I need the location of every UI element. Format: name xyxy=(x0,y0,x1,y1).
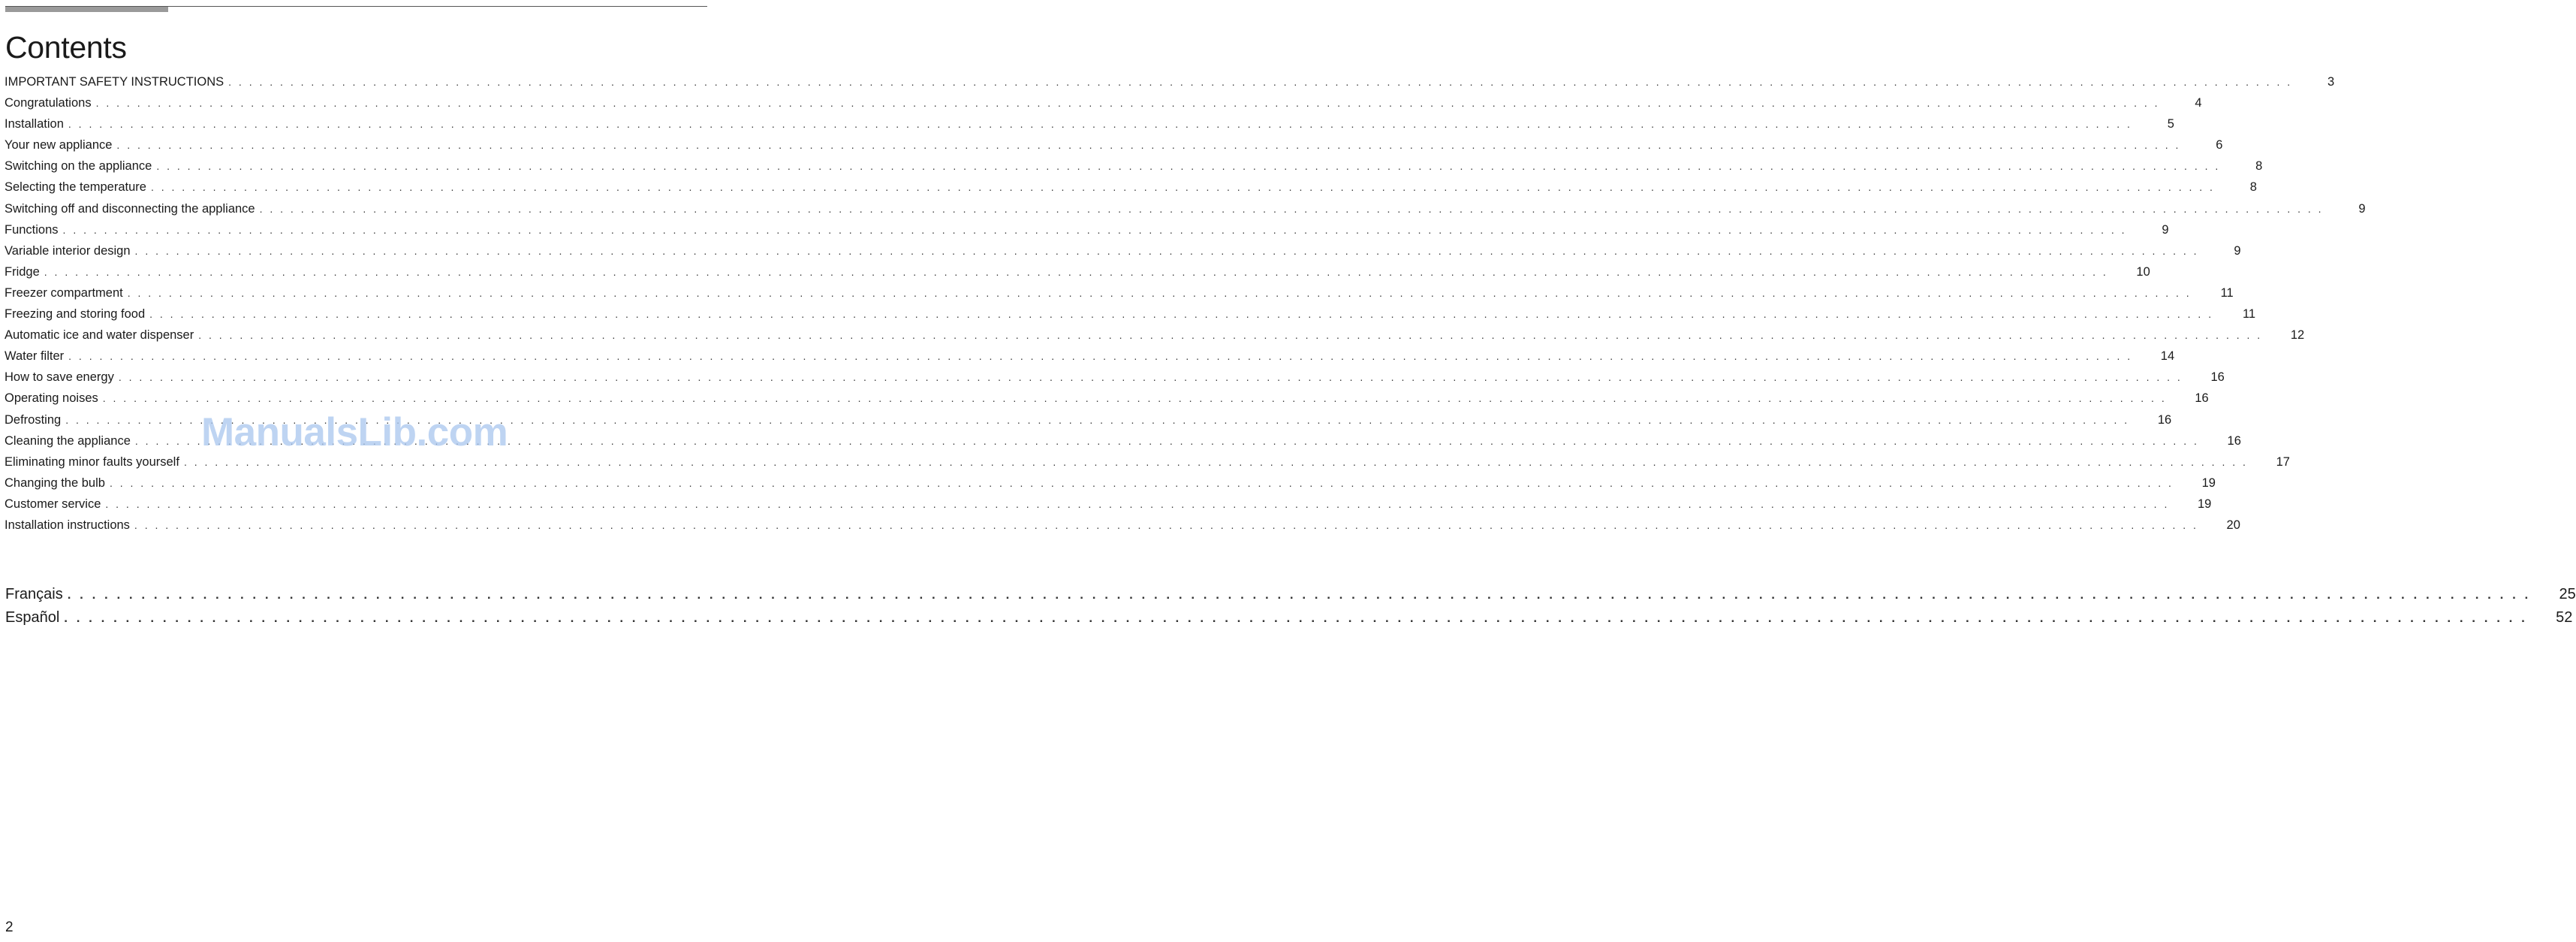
dot-leader: . . . . . . . . . . . . . . . . . . . . . . . . . . . . . . . . . . . . . . . . . . . . . . . . . . . . . . . . . . . . . . . . . . . . . . . . . . . . . . . . . . . . . . . . . . . . . . . . . . . . . . . . . . . . . . . . . . . . . . . . . . . . . . . . . . . . . . . . . . . . . . . . . . . . . . . . . . . . . . . . . . . . . . . . . . . . . . . . . . . . . . . . . . . . . . . . . . . . . . . . xyxy=(68,118,2132,131)
toc-entry-title: Español xyxy=(5,609,60,626)
toc-page-number: 11 xyxy=(2242,307,2256,322)
toc-entry-title: Your new appliance xyxy=(5,138,113,152)
watermark: ManualsLib.com xyxy=(201,410,508,454)
dot-leader: . . . . . . . . . . . . . . . . . . . . . . . . . . . . . . . . . . . . . . . . . . . . . . . . . . . . . . . . . . . . . . . . . . . . . . . . . . . . . . . . . . . . . . . . . . . . . . . . . . . . . . . . . . . . . . . . . . . . . . . . . . . . . . . . . . . . . . . . . . . . . . . . . . . . . . . . . . . . . . . . . . . . . . . . . . . . . . . . . . . . . . . . . . . . . . . . . . . . . . . . xyxy=(156,160,2221,173)
dot-leader: . . . . . . . . . . . . . . . . . . . . . . . . . . . . . . . . . . . . . . . . . . . . . . . . . . . . . . . . . . . . . . . . . . . . . . . . . . . . . . . . . . . . . . . . . . . . . . . . . . . . . . . . . . . . . . . . . . . . . . . . . . . . . . . . . . . . . . . . . . . . . . . . . . . . . . . . . . . . . . . . . . . . . . . . . . . . . . . . . . . . . . . . . . . . . . . . . . . . . . . . xyxy=(127,286,2192,299)
toc-page-number: 9 xyxy=(2234,243,2241,258)
toc-page-number: 12 xyxy=(2290,328,2305,343)
toc-page-number: 52 xyxy=(2556,609,2573,626)
toc-entry[interactable] xyxy=(5,159,2263,180)
toc-entry-title: Customer service xyxy=(5,497,101,511)
toc-entry[interactable] xyxy=(5,497,2212,518)
dot-leader: . . . . . . . . . . . . . . . . . . . . . . . . . . . . . . . . . . . . . . . . . . . . . . . . . . . . . . . . . . . . . . . . . . . . . . . . . . . . . . . . . . . . . . . . . . . . . . . . . . . . . . . . . . . . . . . . . . . . . . . . . . . . . . . . . . . . . . . . . . . . . . . . . . . . . . . . . . . . . . . . . . . . . . . . . . . . . . . . . . . . . . . . . . . . . . . . . . . . . . . . xyxy=(109,476,2174,489)
toc-page-number: 19 xyxy=(2201,476,2216,490)
toc-entry-title: Operating noises xyxy=(5,391,98,406)
dot-leader: . . . . . . . . . . . . . . . . . . . . . . . . . . . . . . . . . . . . . . . . . . . . . . . . . . . . . . . . . . . . . . . . . . . . . . . . . . . . . . . . . . . . . . . . . . . . . . . . . . . . . . . . . . . . . . . . . . . . . . . . . . . . . . . . . . . . . . . . . . . . . . . . . . . . . . . . . . . . . . . . . . . . . . . . . . . . . . . . . . . . . . . . . . . . . . . . . . . . . . . . xyxy=(259,202,2324,215)
toc-page-number: 25 xyxy=(2559,586,2576,602)
language-sections xyxy=(5,586,2576,633)
toc-entry-title: IMPORTANT SAFETY INSTRUCTIONS xyxy=(5,75,224,89)
header-tab-bar xyxy=(5,7,168,12)
toc-entry-title: Water filter xyxy=(5,349,65,364)
toc-entry[interactable] xyxy=(5,328,2305,349)
table-of-contents xyxy=(5,75,2366,539)
toc-entry[interactable] xyxy=(5,285,2234,307)
dot-leader: . . . . . . . . . . . . . . . . . . . . . . . . . . . . . . . . . . . . . . . . . . . . . . . . . . . . . . . . . . . . . . . . . . . . . . . . . . . . . . . . . . . . . . . . . . . . . . . . . . . . . . . . . . . . . . . . . . . . . . . . . . . . . . . . . . . . . . . . . . . . . . . . . . . . . . . . . . . . . . . . . . . . . . . . . . . . . . . . . . . . . . . . . . . . . . . . . . . . . . . . xyxy=(134,434,2199,447)
dot-leader: . . . . . . . . . . . . . . . . . . . . . . . . . . . . . . . . . . . . . . . . . . . . . . . . . . . . . . . . . . . . . . . . . . . . . . . . . . . . . . . . . . . . . . . . . . . . . . . . . . . . . . . . . . . . . . . . . . . . . . . . . . . . . . . . . . . . . . . . . . . . . . . . . . . . . . . . . . . . . . . . . . . . . . . . . . . . . . . . . . . . . . . . . . . . . . . . . . . . . . . . xyxy=(198,329,2263,342)
dot-leader: . . . . . . . . . . . . . . . . . . . . . . . . . . . . . . . . . . . . . . . . . . . . . . . . . . . . . . . . . . . . . . . . . . . . . . . . . . . . . . . . . . . . . . . . . . . . . . . . . . . . . . . . . . . . . . . . . . . . . . . . . . . . . . . . . . . . . . . . . . . . . . . . . . . . . . . . . . . . . . . . . . . . . . . . . . . . . . . . . . . . . . . . . . . . . . . . . . . . . . . . xyxy=(102,392,2167,405)
dot-leader: . . . . . . . . . . . . . . . . . . . . . . . . . . . . . . . . . . . . . . . . . . . . . . . . . . . . . . . . . . . . . . . . . . . . . . . . . . . . . . . . . . . . . . . . . . . . . . . . . . . . . . . . . . . . . . . . . . . . . . . . . . . . . . . . . . . . . . . . . . . . . . . . . . . . . . . . . . . . . . . . . . . . . . . . . . . . . . . . . . . . . . . . . . . . . . . . . . . . . . . . xyxy=(149,308,2214,321)
dot-leader: . . . . . . . . . . . . . . . . . . . . . . . . . . . . . . . . . . . . . . . . . . . . . . . . . . . . . . . . . . . . . . . . . . . . . . . . . . . . . . . . . . . . . . . . . . . . . . . . . . . . . . . . . . . . . . . . . . . . . . . . . . . . . . . . . . . . . . . . . . . . . . . . . . . . . . . . . . . . . . . . . . . . . . . . . . . . . . . . . . . . . . . . . . . . . . . . . . . . . . . . xyxy=(134,244,2199,257)
dot-leader: . . . . . . . . . . . . . . . . . . . . . . . . . . . . . . . . . . . . . . . . . . . . . . . . . . . . . . . . . . . . . . . . . . . . . . . . . . . . . . . . . . . . . . . . . . . . . . . . . . . . . . . . . . . . . . . . . . . . . . . . . . . . . . . . . . . . . . . . . . . . . . . . . . . . . . . . . . . . . . . . . . . . . . . . . . . . . . . . . . . . . . . . . . . . . . . . . . . . . . . . xyxy=(105,497,2170,510)
dot-leader: . . . . . . . . . . . . . . . . . . . . . . . . . . . . . . . . . . . . . . . . . . . . . . . . . . . . . . . . . . . . . . . . . . . . . . . . . . . . . . . . . . . . . . . . . . . . . . . . . . . . . . . . . . . . . . . . . . . . . . . . . . . . . . . . . . . . . . . . . . . . . . . . . . . . . . . . . . . . . . . . . . . . . . . . . . . . . . . . . . . . . . . . . . . . . . . . . . . . . . . . xyxy=(95,97,2160,110)
toc-entry-title: Switching off and disconnecting the appliance xyxy=(5,201,255,216)
dot-leader: . . . . . . . . . . . . . . . . . . . . . . . . . . . . . . . . . . . . . . . . . . . . . . . . . . . . . . . . . . . . . . . . . . . . . . . . . . . . . . . . . . . . . . . . . . . . . . . . . . . . . . . . . . . . . . . . . . . . . . . . . . . . . . . . . . . . . . . . . . . . . . . . . . . . . . . . . . . . . . . . . . . . . . . . . . . . . . . . . . . . . . . . . . . . . . . . . . . . . . . . xyxy=(134,518,2198,531)
toc-page-number: 4 xyxy=(2195,96,2202,110)
toc-entry[interactable] xyxy=(5,138,2223,159)
toc-page-number: 11 xyxy=(2220,285,2234,300)
toc-entry-title: Français xyxy=(5,586,63,602)
toc-entry-title: Functions xyxy=(5,222,59,237)
toc-entry[interactable] xyxy=(5,307,2256,328)
dot-leader: . . . . . . . . . . . . . . . . . . . . . . . . . . . . . . . . . . . . . . . . . . . . . . . . . . . . . . . . . . . . . . . . . . . . . . . . . . . . . . . . . . . . . . . . . . . . . . . . . . . . . . . . . . . . . . . . . . . . . . . . . . . . . . . . . . . . . . . . . . . . . . . . . . . . . . . . . . . . . . . . . . . . . . . . . . . . . . . . . . . . . . . . . . . . . . . . . . . . . . . . xyxy=(150,181,2215,194)
toc-entry-title: Defrosting xyxy=(5,412,62,427)
toc-page-number: 9 xyxy=(2162,222,2169,237)
toc-entry-title: Automatic ice and water dispenser xyxy=(5,328,194,343)
toc-page-number: 16 xyxy=(2195,391,2209,406)
toc-page-number: 6 xyxy=(2216,138,2223,152)
language-entry[interactable] xyxy=(5,609,2573,633)
page-number: 2 xyxy=(5,919,14,935)
toc-entry-title: Freezing and storing food xyxy=(5,307,146,322)
toc-entry[interactable] xyxy=(5,201,2366,223)
toc-page-number: 16 xyxy=(2210,370,2225,385)
toc-entry[interactable] xyxy=(5,264,2150,286)
toc-entry[interactable] xyxy=(5,180,2257,201)
toc-entry[interactable] xyxy=(5,75,2335,96)
toc-entry-title: Eliminating minor faults yourself xyxy=(5,454,179,469)
dot-leader: . . . . . . . . . . . . . . . . . . . . . . . . . . . . . . . . . . . . . . . . . . . . . . . . . . . . . . . . . . . . . . . . . . . . . . . . . . . . . . . . . . . . . . . . . . . . . . . . . . . . . . . . . . . . . . . . . . . . . . . . . . . . . . . . . . . . . . . . . . . . . . . . . . . . . . . . . . . . . . . . . . . . . . . . . . . . . . . . . . . . . . . . . . . . . . . . . . . . . . . . xyxy=(62,223,2127,236)
toc-page-number: 16 xyxy=(2227,433,2241,448)
language-entry[interactable] xyxy=(5,586,2576,609)
toc-page-number: 8 xyxy=(2255,159,2263,174)
toc-page-number: 3 xyxy=(2327,75,2335,89)
toc-entry-title: Installation xyxy=(5,117,64,131)
toc-entry-title: Switching on the appliance xyxy=(5,159,152,174)
toc-entry[interactable] xyxy=(5,349,2175,370)
toc-page-number: 16 xyxy=(2157,412,2172,427)
toc-page-number: 14 xyxy=(2160,349,2175,364)
toc-page-number: 20 xyxy=(2226,518,2240,532)
dot-leader: . . . . . . . . . . . . . . . . . . . . . . . . . . . . . . . . . . . . . . . . . . . . . . . . . . . . . . . . . . . . . . . . . . . . . . . . . . . . . . . . . . . . . . . . . . . . . . . . . . . . . . . . . . . . . . . . . . . . . . . . . . . . . . . . . . . . . . . . . . . . . . . . . . . . . . . . . . . . . . . . . . . . . . . . . . . . . . . . . . . . . . . . . . . . . . . . . . . . . . . . xyxy=(183,455,2248,468)
toc-page-number: 8 xyxy=(2249,180,2257,195)
toc-page-number: 19 xyxy=(2198,497,2212,511)
toc-entry-title: Selecting the temperature xyxy=(5,180,146,195)
toc-entry[interactable] xyxy=(5,454,2290,476)
toc-entry-title: Congratulations xyxy=(5,96,92,110)
dot-leader: . . . . . . . . . . . . . . . . . . . . . . . . . . . . . . . . . . . . . . . . . . . . . . . . . . . . . . . . . . . . . . . . . . . . . . . . . . . . . . . . . . . . . . . . . . . . . . . . . . . . . . . . . . . . . . . . . . . . . . . . . . . . . . . . . . . . . . . . . . . . . . . . . . . . . . . . . . . . . . . . . . . . . . . . . . . . . . . . . . . . . . . . . . . . . . . . . . . . . . . . xyxy=(44,265,2108,278)
toc-entry-title: Cleaning the appliance xyxy=(5,433,131,448)
toc-entry-title: Fridge xyxy=(5,264,40,279)
toc-entry-title: How to save energy xyxy=(5,370,114,385)
dot-leader: . . . . . . . . . . . . . . . . . . . . . . . . . . . . . . . . . . . . . . . . . . . . . . . . . . . . . . . . . . . . . . . . . . . . . . . . . . . . . . . . . . . . . . . . . . . . . . . . . . . . . . . . . . . . . . . . . . . . . . . . . . . . . . . . . . . . . . . . . . . . . . . . . . . . . . . . . . . . . . . . . . . . . . . . . . . . . . . . . . . . . . . . . . . . . . . . . . . . . . . . xyxy=(118,371,2183,384)
toc-entry-title: Installation instructions xyxy=(5,518,130,532)
dot-leader: . . . . . . . . . . . . . . . . . . . . . . . . . . . . . . . . . . . . . . . . . . . . . . . . . . . . . . . . . . . . . . . . . . . . . . . . . . . . . . . . . . . . . . . . . . . . . . . . . . . . . . . . . . . . . . . . . . . . . . . . . . . . . . . . . . . . . . . . . . . . . . . . . . . . . . . . . . . . . . . . . . . . . . . . . . . . . . . . . . . . . . . . . . . . . . . . . . . . . . . . xyxy=(116,139,2181,152)
toc-page-number: 5 xyxy=(2167,117,2174,131)
toc-entry[interactable] xyxy=(5,117,2174,138)
dot-leader: . . . . . . . . . . . . . . . . . . . . . . . . . . . . . . . . . . . . . . . . . . . . . . . . . . . . . . . . . . . . . . . . . . . . . . . . . . . . . . . . . . . . . . . . . . . . . . . . . . . . . . . . . . . . . . . . . . . . . . . . . . . . . . . . . . . . . . . . . . . . . . . . . . . . . . . . . . . . . . . . . . . . . . . . . . . . . . . . . . . . . . . . . . . . . . . . . . . . . . . . xyxy=(68,350,2133,363)
toc-page-number: 10 xyxy=(2136,264,2150,279)
dot-leader: . . . . . . . . . . . . . . . . . . . . . . . . . . . . . . . . . . . . . . . . . . . . . . . . . . . . . . . . . . . . . . . . . . . . . . . . . . . . . . . . . . . . . . . . . . . . . . . . . . . . . . . . . . . . . . . . . . . . . . . . . . . . . . . . . . . . . . . . . . . . . . . . . . . . . . . . . . . . . . . . . . . . . . . . . . . . . . . . . . . . . . . . . . . . . . . . . . . . . . . . xyxy=(228,76,2293,88)
toc-entry[interactable] xyxy=(5,222,2169,244)
page-title: Contents xyxy=(5,30,127,65)
toc-entry[interactable] xyxy=(5,476,2216,497)
dot-leader: . . . . . . . . . . . . . . . . . . . . . . . . . . . . . . . . . . . . . . . . . . . . . . . . . . . . . . . . . . . . . . . . . . . . . . . . . . . . . . . . . . . . . . . . . . . . . . . . . . . . . . . . . . . . . . . . . . . . . . . . . . . . . . . . . . . . . . . . . . . . . . . . . . . . . . . . . . . . . . . . . . . . . . . . . . . . . . . . . . . . . . . . . . . . . . . . . . . . . . . . xyxy=(64,611,2528,625)
toc-entry[interactable] xyxy=(5,518,2240,539)
dot-leader: . . . . . . . . . . . . . . . . . . . . . . . . . . . . . . . . . . . . . . . . . . . . . . . . . . . . . . . . . . . . . . . . . . . . . . . . . . . . . . . . . . . . . . . . . . . . . . . . . . . . . . . . . . . . . . . . . . . . . . . . . . . . . . . . . . . . . . . . . . . . . . . . . . . . . . . . . . . . . . . . . . . . . . . . . . . . . . . . . . . . . . . . . . . . . . . . . . . . . . . . xyxy=(65,413,2130,426)
toc-entry[interactable] xyxy=(5,96,2202,117)
toc-entry[interactable] xyxy=(5,370,2225,391)
toc-page-number: 9 xyxy=(2358,201,2366,216)
toc-page-number: 17 xyxy=(2276,454,2290,469)
toc-entry-title: Changing the bulb xyxy=(5,476,105,490)
toc-entry-title: Freezer compartment xyxy=(5,285,123,300)
dot-leader: . . . . . . . . . . . . . . . . . . . . . . . . . . . . . . . . . . . . . . . . . . . . . . . . . . . . . . . . . . . . . . . . . . . . . . . . . . . . . . . . . . . . . . . . . . . . . . . . . . . . . . . . . . . . . . . . . . . . . . . . . . . . . . . . . . . . . . . . . . . . . . . . . . . . . . . . . . . . . . . . . . . . . . . . . . . . . . . . . . . . . . . . . . . . . . . . . . . . . . . . xyxy=(67,587,2531,602)
toc-entry[interactable] xyxy=(5,243,2241,265)
toc-entry-title: Variable interior design xyxy=(5,243,131,258)
